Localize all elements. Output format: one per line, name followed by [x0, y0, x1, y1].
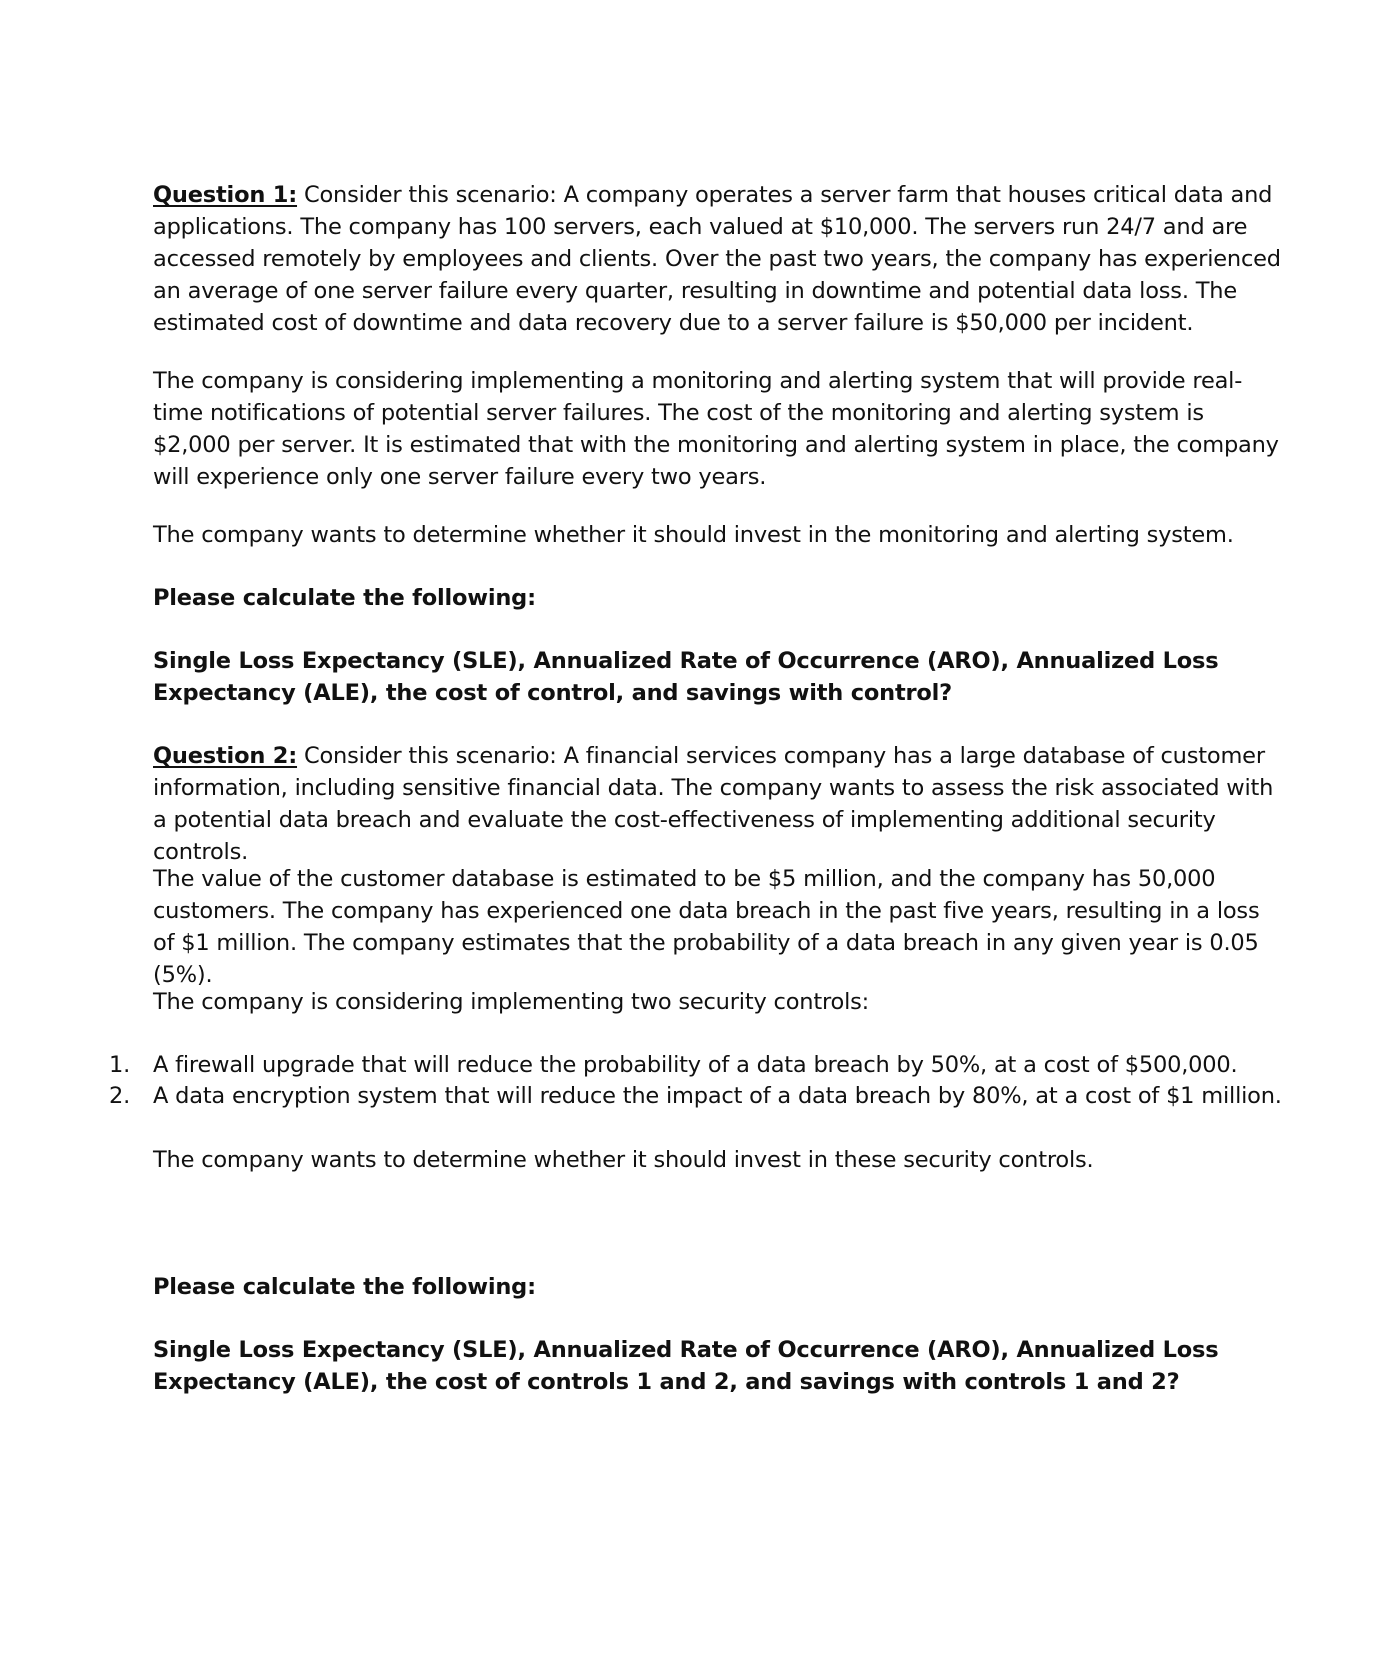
- q1-decision-paragraph: The company wants to determine whether it should invest in the monitoring and alerting system.: [153, 522, 1234, 548]
- q1-scenario-paragraph: [153, 179, 1283, 339]
- q1-control-paragraph: The company is considering implementing a monitoring and alerting system that will provide real-time notifications of potential server failures. The cost of the monitoring and alerting system is $2,000 per server. It is estimated that with the monitoring and alerting system in place, the company will experience only one server failure every two years.: [153, 368, 1279, 490]
- q2-decision-paragraph: The company wants to determine whether it should invest in these security controls.: [153, 1147, 1094, 1173]
- list-number: 2.: [109, 1083, 131, 1109]
- q1-calc-heading: Please calculate the following:: [153, 585, 536, 611]
- q2-scenario-text: Consider this scenario: A financial services company has a large database of customer information, including sensitive financial data. The company wants to assess the risk associated with a potential data breach and evaluate the cost-effectiveness of implementing additional security controls.: [153, 743, 1274, 865]
- q1-label: Question 1:: [153, 182, 298, 208]
- q2-scenario-paragraph: [153, 740, 1283, 868]
- q2-calc-items: Single Loss Expectancy (SLE), Annualized Rate of Occurrence (ARO), Annualized Loss Expectancy (ALE), the cost of controls 1 and 2, and savings with controls 1 and 2?: [153, 1337, 1219, 1395]
- q2-controls-intro: The company is considering implementing two security controls:: [153, 989, 870, 1015]
- q2-calc-heading: Please calculate the following:: [153, 1274, 536, 1300]
- q2-database-paragraph: The value of the customer database is estimated to be $5 million, and the company has 50,000 customers. The company has experienced one data breach in the past five years, resulting in a loss of $1 million. The company estimates that the probability of a data breach in any given year is 0.05 (5%).: [153, 866, 1260, 988]
- list-item-text: A data encryption system that will reduce the impact of a data breach by 80%, at a cost of $1 million.: [153, 1083, 1282, 1109]
- list-item-text: A firewall upgrade that will reduce the probability of a data breach by 50%, at a cost of $500,000.: [153, 1052, 1238, 1078]
- q2-label: Question 2:: [153, 743, 298, 769]
- q1-scenario-text: Consider this scenario: A company operates a server farm that houses critical data and applications. The company has 100 servers, each valued at $10,000. The servers run 24/7 and are accessed remotely by employees and clients. Over the past two years, the company has experienced an average of one server failure every quarter, resulting in downtime and potential data loss. The estimated cost of downtime and data recovery due to a server failure is $50,000 per incident.: [153, 182, 1281, 336]
- q1-calc-items: Single Loss Expectancy (SLE), Annualized Rate of Occurrence (ARO), Annualized Loss Expectancy (ALE), the cost of control, and savings with control?: [153, 648, 1219, 706]
- list-number: 1.: [109, 1052, 131, 1078]
